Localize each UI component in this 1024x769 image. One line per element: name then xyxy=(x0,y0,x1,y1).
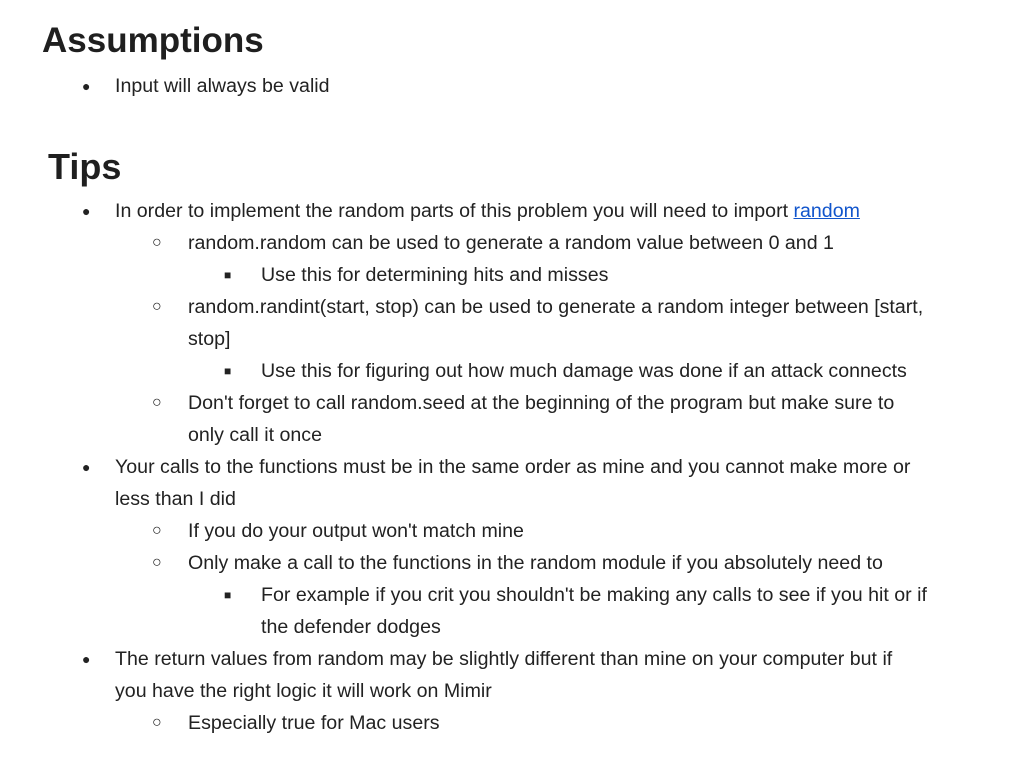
heading-assumptions: Assumptions xyxy=(42,21,264,60)
tip-3-line-2: you have the right logic it will work on Mimir xyxy=(115,680,492,702)
tip-1-sub-3-line-2: only call it once xyxy=(188,424,322,446)
tip-2-line-2: less than I did xyxy=(115,488,236,510)
tip-1-sub-3-line-1: Don't forget to call random.seed at the beginning of the program but make sure to xyxy=(188,392,895,414)
bullet-marker: ● xyxy=(82,651,91,667)
sub-bullet-marker: ○ xyxy=(152,714,162,731)
random-module-link[interactable]: random xyxy=(793,200,860,222)
tip-1-sub-2-detail: Use this for figuring out how much damage was done if an attack connects xyxy=(261,360,907,382)
tip-1-sub-2-line-2: stop] xyxy=(188,328,231,350)
tip-3-line-1: The return values from random may be slightly different than mine on your computer but if xyxy=(115,648,893,670)
bullet-marker: ● xyxy=(82,203,91,219)
subsub-bullet-marker: ■ xyxy=(224,364,232,378)
tip-2-line-1: Your calls to the functions must be in the same order as mine and you cannot make more or xyxy=(115,456,911,478)
sub-bullet-marker: ○ xyxy=(152,522,162,539)
subsub-bullet-marker: ■ xyxy=(224,268,232,282)
sub-bullet-marker: ○ xyxy=(152,298,162,315)
tip-2-sub-2-detail-line-2: the defender dodges xyxy=(261,616,441,638)
tip-2-sub-2-detail-line-1: For example if you crit you shouldn't be making any calls to see if you hit or if xyxy=(261,584,927,606)
heading-tips: Tips xyxy=(48,146,122,187)
assumption-item: Input will always be valid xyxy=(115,75,330,97)
subsub-bullet-marker: ■ xyxy=(224,588,232,602)
bullet-marker: ● xyxy=(82,78,91,94)
bullet-marker: ● xyxy=(82,459,91,475)
tip-2-sub-2: Only make a call to the functions in the random module if you absolutely need to xyxy=(188,552,883,574)
tip-1-text xyxy=(115,195,860,227)
tip-2-sub-1: If you do your output won't match mine xyxy=(188,520,524,542)
tip-1-sub-2-line-1: random.randint(start, stop) can be used to generate a random integer between [start, xyxy=(188,296,924,318)
tip-3-sub-1: Especially true for Mac users xyxy=(188,712,440,734)
sub-bullet-marker: ○ xyxy=(152,554,162,571)
tip-1-sub-1-detail: Use this for determining hits and misses xyxy=(261,264,609,286)
sub-bullet-marker: ○ xyxy=(152,394,162,411)
sub-bullet-marker: ○ xyxy=(152,234,162,251)
tip-1-text-prefix: In order to implement the random parts of this problem you will need to import xyxy=(115,200,794,222)
tip-1-sub-1: random.random can be used to generate a random value between 0 and 1 xyxy=(188,232,834,254)
